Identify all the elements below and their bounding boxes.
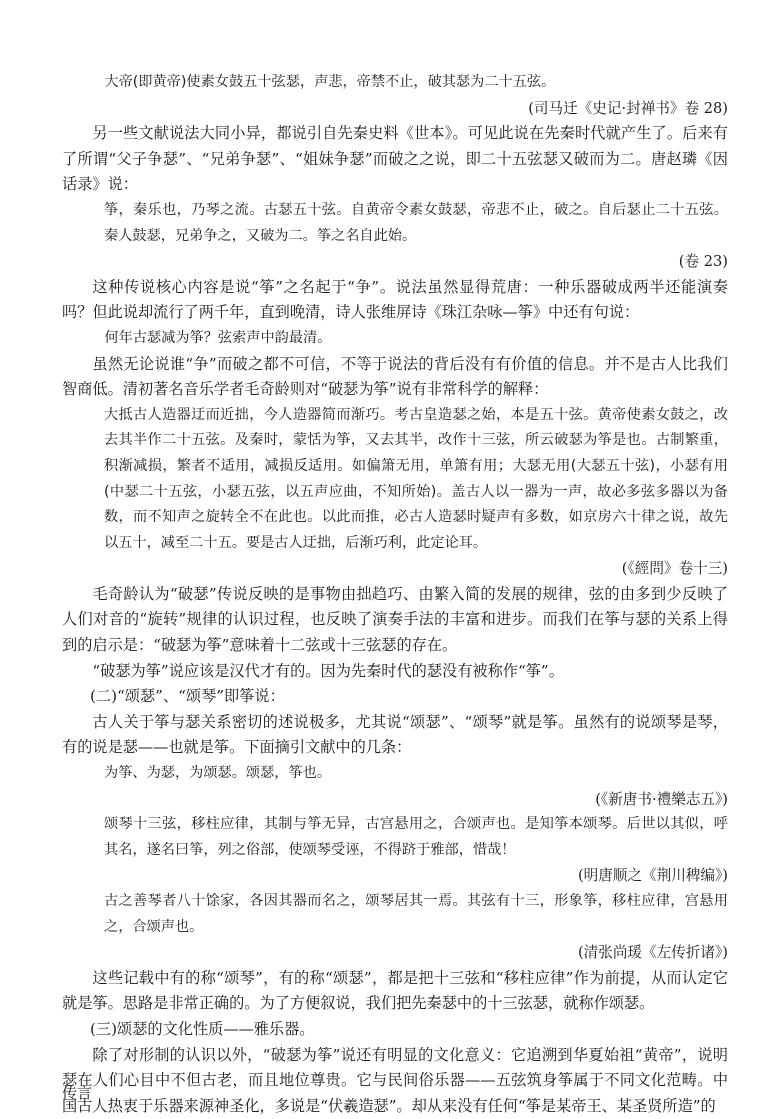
quote-poem-line: 何年古瑟减为筝？弦索声中韵最清。 (104, 329, 332, 346)
section-heading-2: (二)“颂瑟”、“颂琴”即筝说： (90, 687, 285, 706)
paragraph-records: 这些记载中有的称“颂琴”，有的称“颂瑟”，都是把十三弦和“移柱应律”作为前提，从而认定它就是筝。思路是非常正确的。为了方便叙说，我们把先秦瑟中的十三弦瑟，就称作颂瑟。 (62, 968, 728, 1013)
quote-mao-qiling: 大抵古人造器迂而近拙，今人造器简而渐巧。考古皇造瑟之始，本是五十弦。黄帝使素女鼓之，改去其半作二十五弦。及秦时，蒙恬为筝，又去其半，改作十三弦，所云破瑟为筝是也。古制繁重，积渐减损，繁者不适用，减损反适用。如偏箫无用，单箫有用；大瑟无用(大瑟五十弦)，小瑟有用(中瑟二十五弦，小瑟五弦，以五声应曲，不知所始)。盖古人以一器为一声，故必多弦多器以为备数，而不知声之旋转全不在此也。以此而推，必古人造瑟时疑声有多数，如京房六十律之说，故先以五十，减至二十五。要是古人迂拙，后渐巧利，此定论耳。 (104, 406, 728, 551)
source-juan-23: (卷 23) (678, 253, 728, 271)
quote-shiji: 大帝(即黄帝)使素女鼓五十弦瑟，声悲，帝禁不止，破其瑟为二十五弦。 (104, 74, 556, 90)
paragraph-core-content: 这种传说核心内容是说“筝”之名起于“争”。说法虽然显得荒唐：一种乐器破成两半还能演奏吗？但此说却流行了两千年，直到晚清，诗人张维屏诗《珠江杂咏—筝》中还有句说： (62, 277, 728, 322)
quote-yinhualu: 筝，秦乐也，乃琴之流。古瑟五十弦。自黄帝令素女鼓瑟，帝悲不止，破之。自后瑟止二十五弦。秦人鼓瑟，兄弟争之，又破为二。筝之名自此始。 (104, 201, 728, 244)
section-heading-3: (三)颂瑟的文化性质——雅乐器。 (90, 1019, 315, 1038)
quote-zuozhuan: 古之善琴者八十馀家，各因其器而名之，颂琴居其一焉。其弦有十三，形象筝，移柱应律，宫悬用之，合颂声也。 (104, 893, 728, 935)
paragraph-mao-qiling-view: 毛奇龄认为“破瑟”传说反映的是事物由拙趋巧、由繁入简的发展的规律，弦的由多到少反映了人们对音的“旋转”规律的认识过程，也反映了演奏手法的丰富和进步。而我们在筝与瑟的关系上得到的启示是：“破瑟为筝”意味着十二弦或十三弦瑟的存在。 (62, 584, 728, 655)
paragraph-shiben: 另一些文献说法大同小异，都说引自先秦史料《世本》。可见此说在先秦时代就产生了。后来有了所谓“父子争瑟”、“兄弟争瑟”、“姐妹争瑟”而破之之说，即二十五弦瑟又破而为二。唐赵璘《因话录》说： (62, 124, 728, 194)
source-jingwen: (《經問》卷十三) (621, 560, 728, 578)
paragraph-song-se: 古人关于筝与瑟关系密切的述说极多，尤其说“颂瑟”、“颂琴”就是筝。虽然有的说颂琴是琴，有的说是瑟——也就是筝。下面摘引文献中的几条： (62, 712, 728, 757)
source-xin-tangshu: (《新唐书·禮樂志五》) (595, 790, 728, 808)
source-jingchuan: (明唐顺之《荆川稗编》) (577, 867, 728, 885)
paragraph-cultural: 除了对形制的认识以外，“破瑟为筝”说还有明显的文化意义：它追溯到华夏始祖“黄帝”，说明瑟在人们心目中不但古老，而且地位尊贵。它与民间俗乐器——五弦筑身筝属于不同文化范畴。中国古人热衷于乐器来源神圣化，多说是“伏羲造瑟”。却从来没有任何“筝是某帝王、某圣贤所造”的 (62, 1045, 728, 1115)
source-shiji: (司马迁《史记·封禅书》卷 28) (528, 99, 728, 117)
quote-jingchuan: 颂琴十三弦，移柱应律，其制与筝无异，古宫悬用之，合颂声也。是知筝本颂琴。后世以其似，呼其名，遂名曰筝，列之俗部，使颂琴受诬，不得跻于雅部，惜哉！ (104, 816, 728, 858)
paragraph-han-dynasty: “破瑟为筝”说应该是汉代才有的。因为先秦时代的瑟没有被称作“筝”。 (92, 661, 564, 680)
page-footer-text: 传言 (62, 1084, 93, 1102)
document-page (62, 70, 728, 1119)
paragraph-mao-qiling-intro: 虽然无论说谁“争”而破之都不可信，不等于说法的背后没有有价值的信息。并不是古人比我们智商低。清初著名音乐学者毛奇龄则对“破瑟为筝”说有非常科学的解释： (62, 354, 728, 399)
quote-xin-tangshu: 为筝、为瑟，为颂瑟。颂瑟，筝也。 (104, 765, 332, 782)
source-zuozhuan: (清张尚瑗《左传折诸》) (577, 944, 728, 962)
